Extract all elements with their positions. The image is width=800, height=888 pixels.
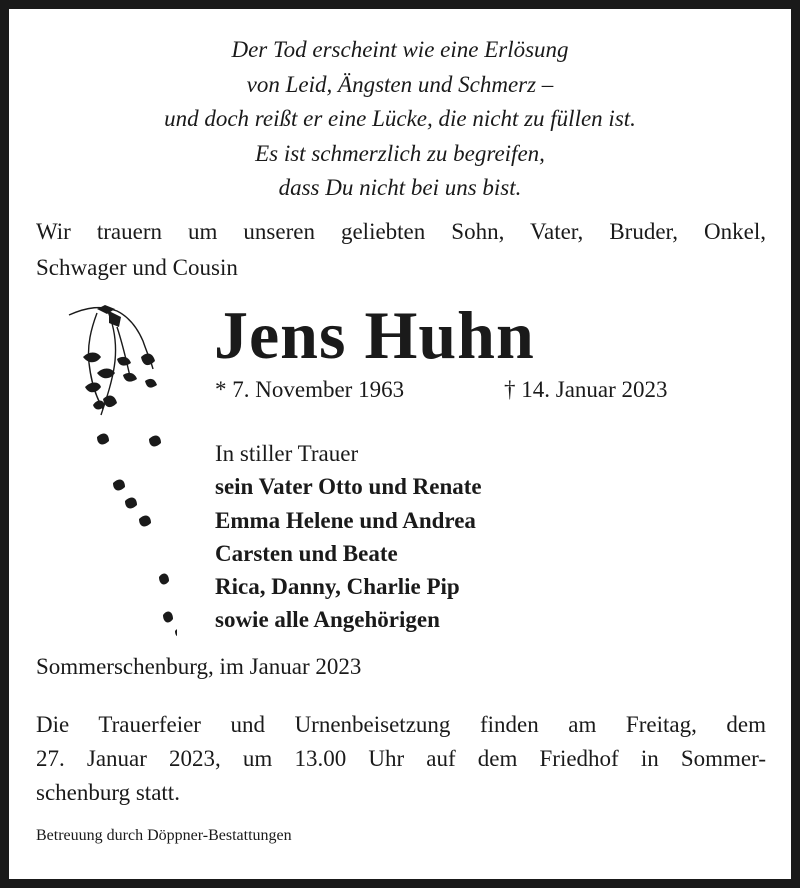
service-info	[36, 708, 766, 810]
poem-line: dass Du nicht bei uns bist.	[278, 175, 522, 200]
birch-branch-icon	[57, 297, 177, 657]
birth-date: * 7. November 1963	[215, 377, 405, 402]
service-line: Die Trauerfeier und Urnenbeisetzung finden am Freitag, dem	[36, 712, 766, 737]
intro-line: Schwager und Cousin	[36, 255, 238, 280]
service-line: 27. Januar 2023, um 13.00 Uhr auf dem Friedhof in Sommer-	[36, 746, 766, 771]
mourners-list	[215, 437, 482, 637]
poem-line: von Leid, Ängsten und Schmerz –	[246, 71, 554, 97]
mourner-line: Rica, Danny, Charlie Pip	[215, 574, 460, 600]
obituary-card	[9, 9, 791, 879]
poem	[9, 33, 791, 206]
poem-line: und doch reißt er eine Lücke, die nicht zu füllen ist.	[164, 106, 636, 131]
deceased-name: Jens Huhn	[214, 297, 535, 373]
undertaker-credit: Betreuung durch Döppner-Bestattungen	[36, 827, 292, 844]
intro-line: Wir trauern um unseren geliebten Sohn, Vater, Bruder, Onkel,	[36, 219, 766, 244]
mourner-line: Carsten und Beate	[215, 540, 398, 566]
mourner-line: Emma Helene und Andrea	[215, 507, 476, 533]
place-date: Sommerschenburg, im Januar 2023	[36, 654, 362, 679]
mourner-line: sowie alle Angehörigen	[215, 607, 440, 633]
mourners-heading: In stiller Trauer	[215, 441, 359, 466]
poem-line: Es ist schmerzlich zu begreifen,	[255, 140, 545, 166]
intro-text	[36, 214, 766, 286]
death-date: † 14. Januar 2023	[504, 377, 668, 402]
poem-line: Der Tod erscheint wie eine Erlösung	[231, 37, 569, 62]
service-line: schenburg statt.	[36, 780, 180, 805]
mourner-line: sein Vater Otto und Renate	[215, 474, 482, 500]
